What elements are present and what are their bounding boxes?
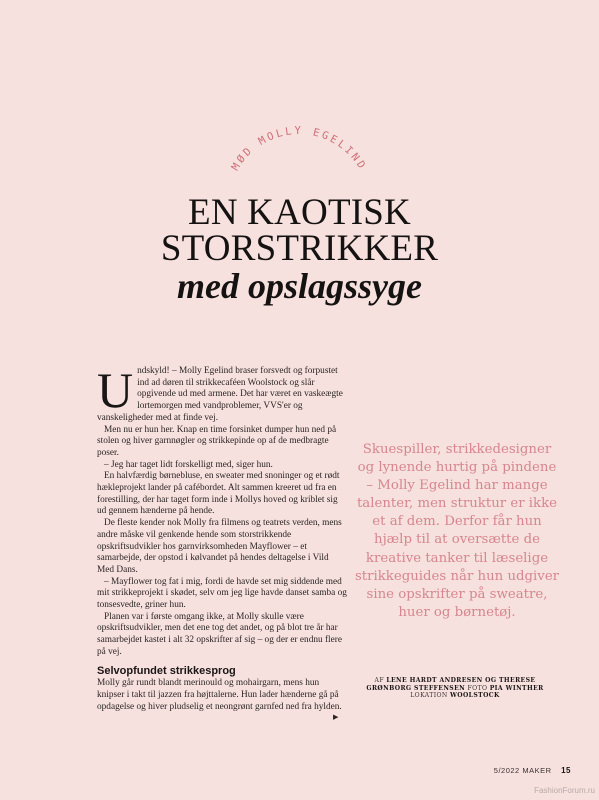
drop-cap: U: [97, 362, 134, 418]
body-paragraph: Men nu er hun her. Knap en time forsinket dumper hun ned på stolen og hiver garnnøgler og strikkepinde op af de medbragte poser.: [97, 424, 337, 458]
body-paragraph: De fleste kender nok Molly fra filmens og teatrets verden, mens andre måske vil genkende hende som storstrikkende opskriftsudvikler hos garnvirksomheden Mayflower – et samarbejde, der opstod i kølvandet på hendes deltagelse i Vild Med Dans.: [97, 518, 342, 575]
page-folio: [494, 766, 571, 775]
body-paragraph: – Mayflower tog fat i mig, fordi de havde set mig siddende med mit strikkeprojekt i skødet, selv om jeg lige havde danset samba og tonsesvedte, griner hun.: [97, 576, 347, 611]
byline-credits: AF LENE HARDT ANDRESEN OG THERESE GRØNBORG STEFFENSEN FOTO PIA WINTHER LOKATION WOOLSTOCK: [366, 677, 544, 700]
body-paragraph: Molly går rundt blandt merinould og mohairgarn, mens hun knipser i takt til jazzen fra højttalerne. Hun lader hænderne gå på opdagelse og hiver pludselig et neongrønt garnfed ned fra hylden.: [97, 678, 342, 712]
page-number: 15: [561, 766, 571, 775]
magazine-name: MAKER: [522, 766, 552, 775]
article-body: [97, 362, 347, 722]
body-paragraph: Planen var i første omgang ikke, at Molly skulle være opskriftsudvikler, men det ene tog det andet, og på blot tre år har samarbejdet kastet i alt 32 opskrifter af sig – og der er endnu flere på vej.: [97, 611, 342, 657]
watermark: FashionForum.ru: [534, 786, 595, 795]
headline-line-3: med opslagssyge: [177, 266, 422, 306]
continue-arrow-icon: ▶: [333, 713, 339, 722]
headline-line-1: EN KAOTISK: [188, 192, 411, 233]
svg-text:MØD MOLLY EGELIND: MØD MOLLY EGELIND: [229, 124, 369, 173]
section-subhead: Selvopfundet strikkesprog: [97, 664, 236, 677]
body-paragraph: En halvfærdig børnebluse, en sweater med snoninger og et rødt hækleprojekt lander på cafébordet. Alt sammen kreeret ud fra en forestilling, der har taget form inde i Mollys hoved og kriblet sig ud gennem hænderne på hende.: [97, 471, 340, 517]
issue-number: 5/2022: [493, 766, 520, 775]
kicker-arched-text: [214, 100, 384, 190]
pull-quote: Skuespiller, strikkedesigner og lynende hurtig på pindene – Molly Egelind har mange talenter, men struktur er ikke et af dem. Derfor får hun hjælp til at oversætte de kreative tanker til læselige strikkeguides når hun udgiver sine opskrifter på sweatre, huer og børnetøj.: [354, 442, 560, 620]
body-paragraph: Undskyld! – Molly Egelind braser forsvedt og forpustet ind ad døren til strikkecaféen Woolstock og slår opgivende ud med armene. Det har været en vaskeægte lortemorgen med vandproblemer, VVS'er og vanskeligheder med at finde vej.: [97, 362, 343, 423]
body-paragraph: – Jeg har taget lidt forskelligt med, siger hun.: [104, 459, 273, 470]
headline-line-2: STORSTRIKKER: [160, 228, 439, 269]
